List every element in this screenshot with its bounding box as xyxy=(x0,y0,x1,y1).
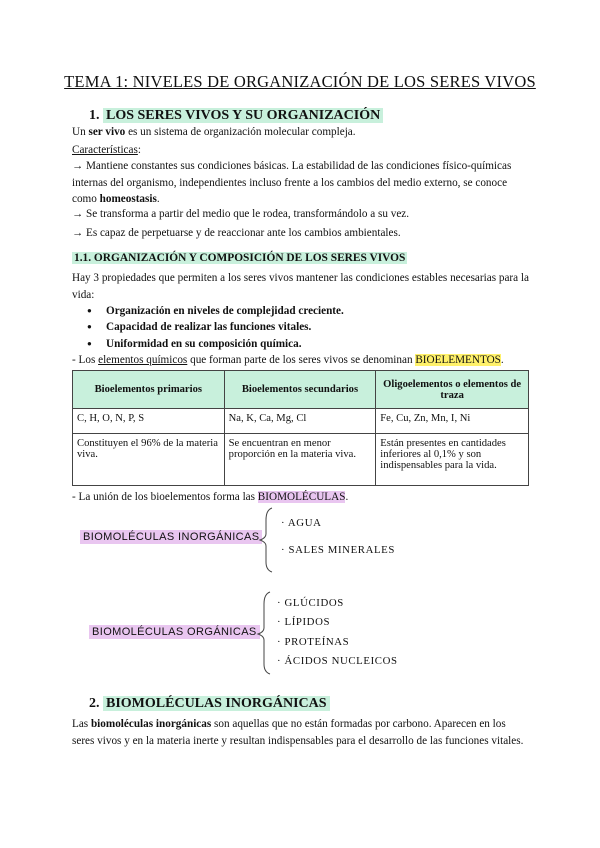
properties-list xyxy=(72,303,532,352)
table-cell: Constituyen el 96% de la materia viva. xyxy=(73,434,225,486)
inorganic-brace xyxy=(254,506,276,574)
organic-item-acidos: · ÁCIDOS NUCLEICOS xyxy=(277,655,398,667)
elementos-quimicos-term: elementos químicos xyxy=(98,354,188,366)
biomoleculas-inorganicas-term: biomoléculas inorgánicas xyxy=(90,718,212,730)
list-item: ● Capacidad de realizar las funciones vitales. xyxy=(72,319,532,335)
ser-vivo-term: ser vivo xyxy=(88,126,126,138)
inorganic-item-agua: · AGUA xyxy=(281,517,322,529)
homeostasis-term: homeostasis xyxy=(99,193,157,205)
inorganic-item-sales: · SALES MINERALES xyxy=(281,544,395,556)
table-header: Oligoelementos o elementos de traza xyxy=(376,371,529,409)
biomoleculas-highlight: BIOMOLÉCULAS xyxy=(257,491,346,503)
ser-vivo-definition: Un ser vivo es un sistema de organización molecular compleja. xyxy=(72,126,356,138)
section-2-heading xyxy=(89,696,330,712)
list-item: ● Organización en niveles de complejidad creciente. xyxy=(72,303,532,319)
organic-item-lipidos: · LÍPIDOS xyxy=(277,616,331,628)
bioelementos-sentence: - Los elementos químicos que forman parte de los seres vivos se denominan BIOELEMENTOS. xyxy=(72,354,504,366)
bioelementos-table xyxy=(72,370,529,486)
characteristic-1: → Mantiene constantes sus condiciones básicas. La estabilidad de las condiciones físico-químicas internas del organismo, independientes incluso frente a los cambios del medio externo, se conoce como homeostasis. xyxy=(72,160,512,205)
table-header-row xyxy=(73,371,529,409)
inorganic-biomolecules-label: BIOMOLÉCULAS INORGÁNICAS xyxy=(80,531,262,543)
inorganic-definition: Las biomoléculas inorgánicas son aquellas que no están formadas por carbono. Aparecen en los seres vivos y en la materia inerte y resultan indispensables para el desarrollo de las funciones vitales. xyxy=(72,718,524,747)
bioelementos-highlight: BIOELEMENTOS xyxy=(415,354,501,366)
list-item: ● Uniformidad en su composición química. xyxy=(72,336,532,352)
page-title: TEMA 1: NIVELES DE ORGANIZACIÓN DE LOS SERES VIVOS xyxy=(64,72,536,91)
section-1-title: LOS SERES VIVOS Y SU ORGANIZACIÓN xyxy=(103,108,383,123)
organic-item-proteinas: · PROTEÍNAS xyxy=(277,636,350,648)
biomoleculas-sentence: - La unión de los bioelementos forma las BIOMOLÉCULAS. xyxy=(72,491,349,503)
section-1-1-heading: 1.1. ORGANIZACIÓN Y COMPOSICIÓN DE LOS SERES VIVOS xyxy=(74,252,406,264)
table-cell: Fe, Cu, Zn, Mn, I, Ni xyxy=(376,409,529,434)
table-cell: C, H, O, N, P, S xyxy=(73,409,225,434)
section-1-heading xyxy=(89,108,383,124)
table-header: Bioelementos secundarios xyxy=(224,371,376,409)
table-cell: Na, K, Ca, Mg, Cl xyxy=(224,409,376,434)
table-row xyxy=(73,434,529,486)
table-row xyxy=(73,409,529,434)
organic-item-glucidos: · GLÚCIDOS xyxy=(277,597,344,609)
section-1-number: 1. xyxy=(89,108,100,123)
characteristic-3: → Es capaz de perpetuarse y de reaccionar ante los cambios ambientales. xyxy=(72,227,401,239)
section-2-title: BIOMOLÉCULAS INORGÁNICAS xyxy=(103,696,330,711)
table-cell: Se encuentran en menor proporción en la materia viva. xyxy=(224,434,376,486)
table-header: Bioelementos primarios xyxy=(73,371,225,409)
organic-brace xyxy=(252,590,274,676)
organic-biomolecules-label: BIOMOLÉCULAS ORGÁNICAS xyxy=(89,626,260,638)
characteristic-2: → Se transforma a partir del medio que le rodea, transformándolo a su vez. xyxy=(72,208,410,220)
characteristics-label: Características: xyxy=(72,144,141,156)
properties-intro: Hay 3 propiedades que permiten a los seres vivos mantener las condiciones estables necesarias para la vida: xyxy=(72,272,529,301)
section-2-number: 2. xyxy=(89,696,100,711)
table-cell: Están presentes en cantidades inferiores al 0,1% y son indispensables para la vida. xyxy=(376,434,529,486)
